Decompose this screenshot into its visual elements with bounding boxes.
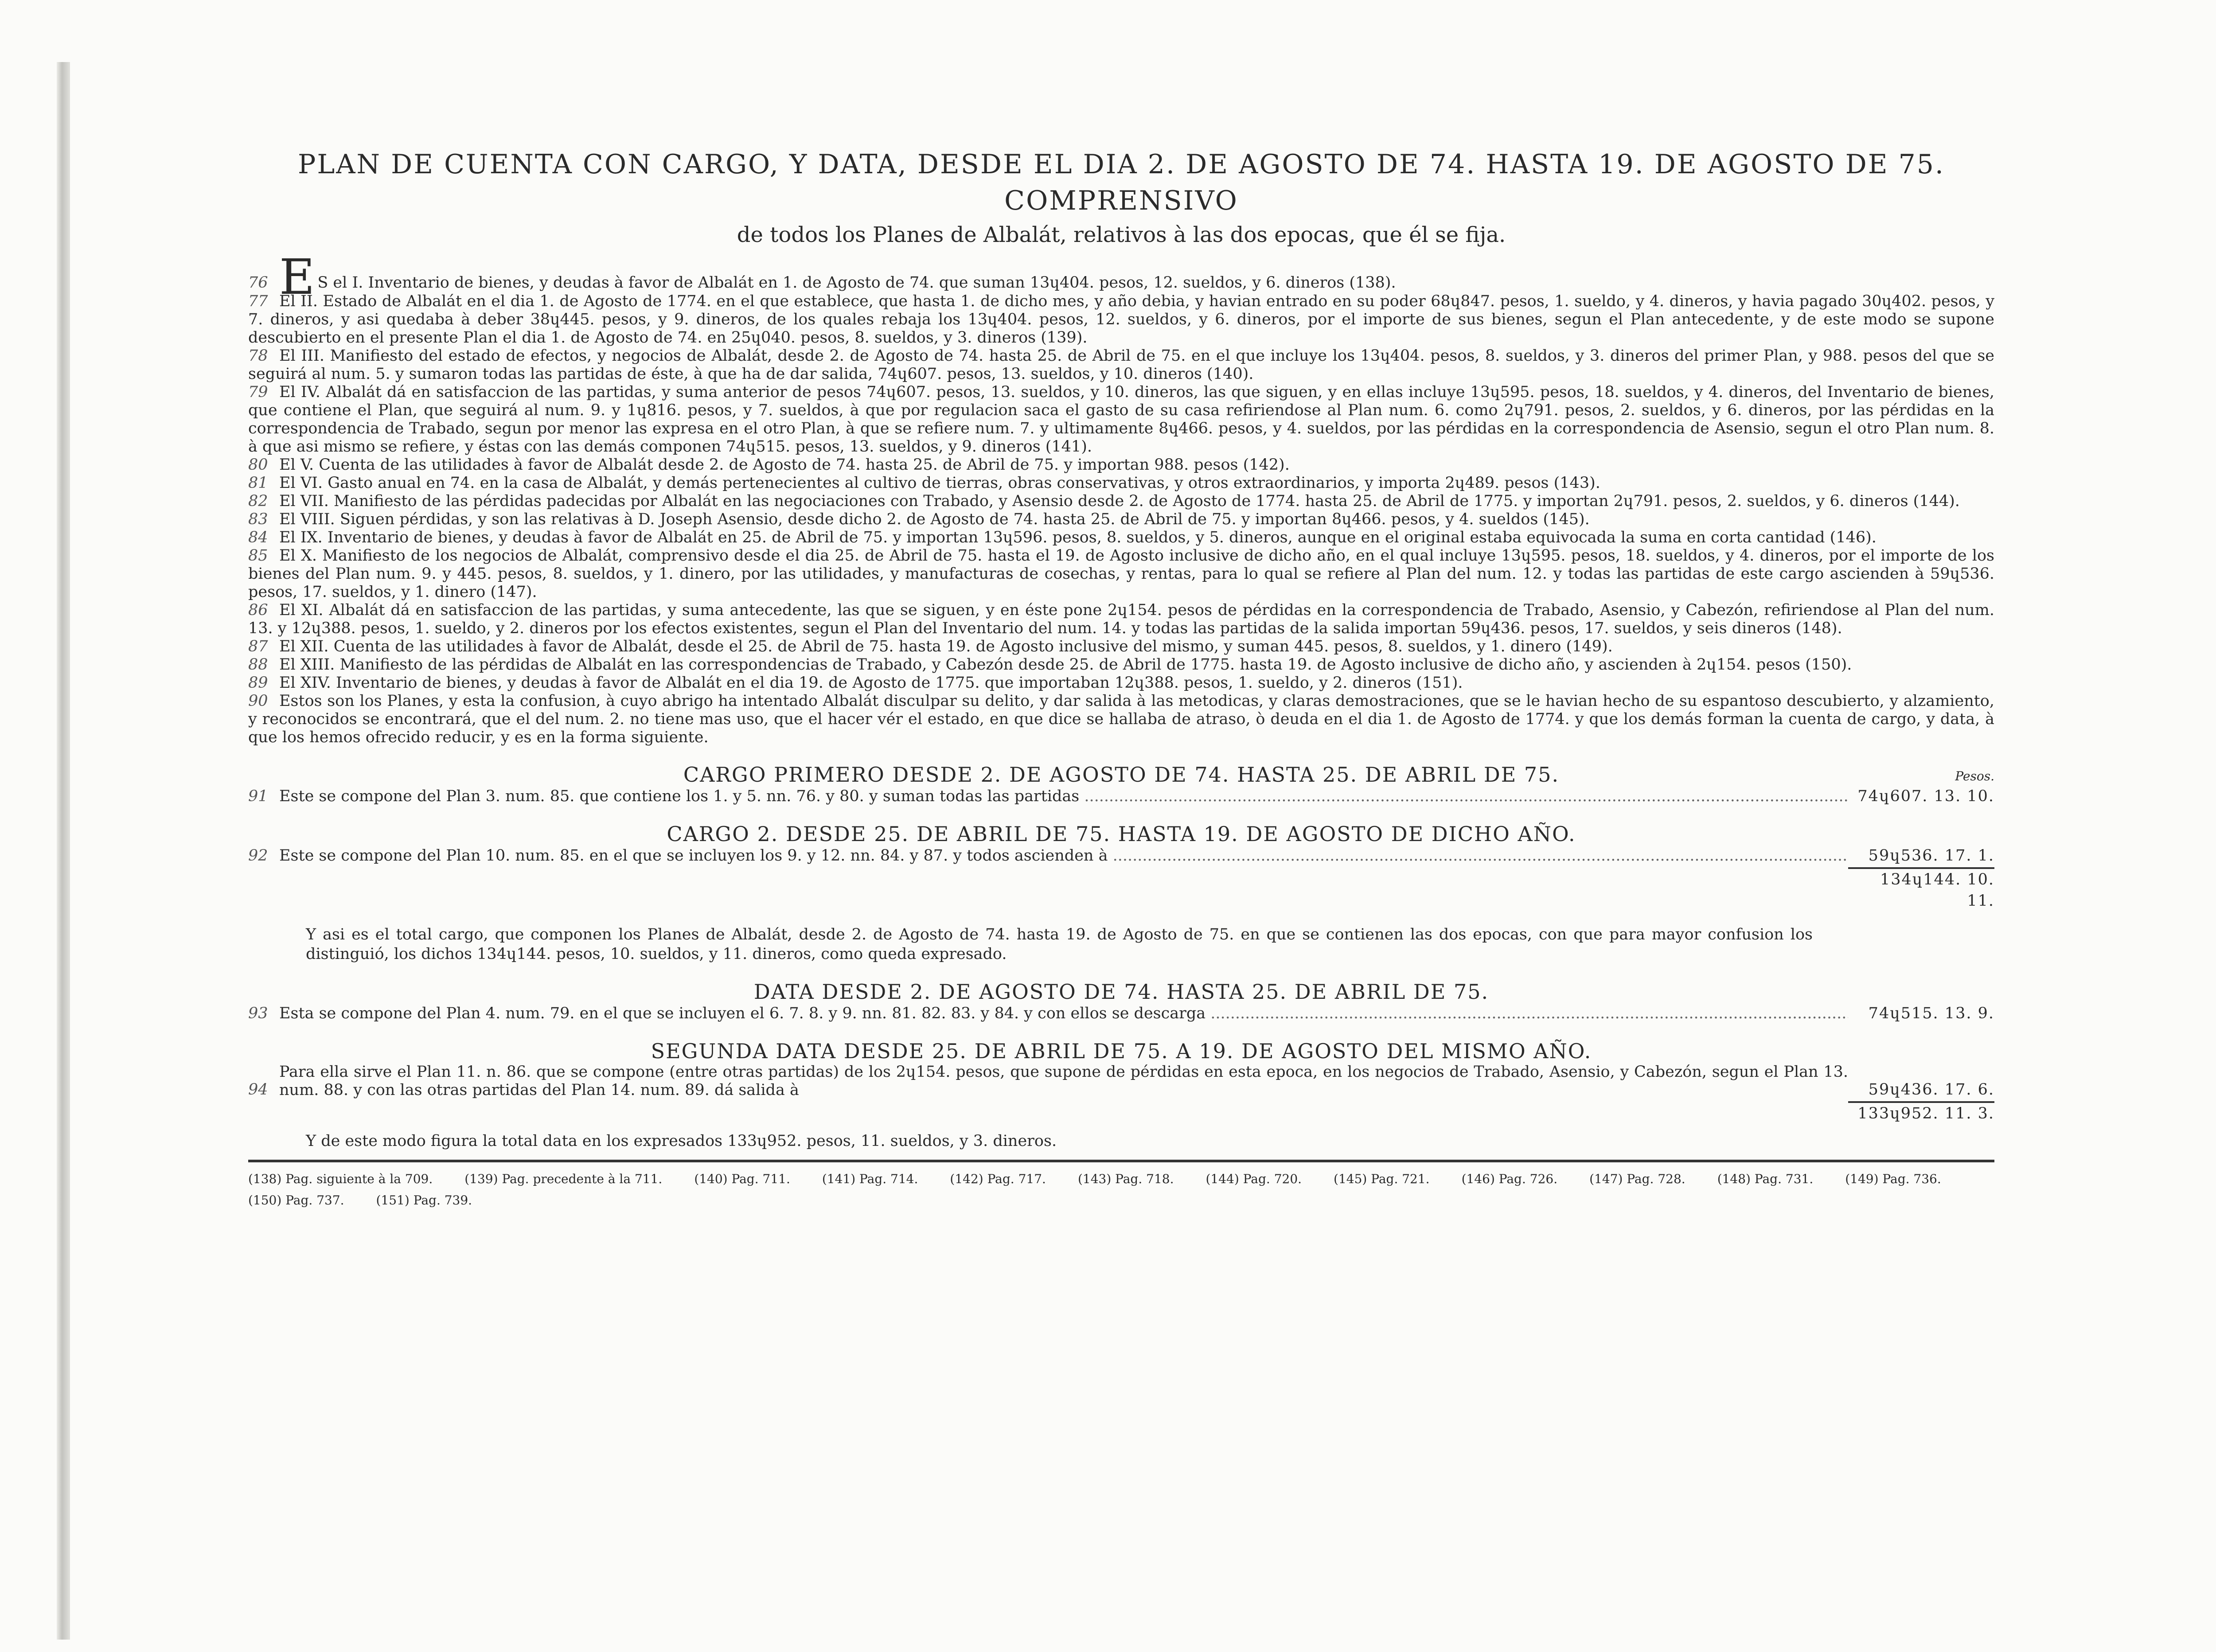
paragraph-text: El XI. Albalát dá en satisfaccion de las partidas, y suma antecedente, las que se siguen, y en éste pone 2ɥ154. pesos de pérdidas en la correspondencia de Trabado, Asensio, y Cabezón, refiriendose al Plan del num. 13. y 12ɥ388. pesos, 1. sueldo, y 2. dineros por los efectos existentes, segun el Plan del Inventario del num. 14. y todas las partidas de la salida importan 59ɥ436. pesos, 17. sueldos, y seis dineros (148).: [248, 601, 1994, 637]
data2-entry: [248, 1063, 1994, 1099]
entry-amount: 74ɥ607. 13. 10.: [1857, 787, 1994, 805]
footnote-ref: (139) Pag. precedente à la 711.: [464, 1172, 663, 1186]
plan-paragraph: [248, 292, 1994, 347]
data-note: Y de este modo figura la total data en los expresados 133ɥ952. pesos, 11. sueldos, y 3. dineros.: [306, 1132, 1057, 1150]
paragraph-text: El X. Manifiesto de los negocios de Albalát, comprensivo desde el dia 25. de Abril de 75. hasta el 19. de Agosto inclusive de dicho año, en el qual incluye 13ɥ595. pesos, 18. sueldos, y 4. dineros, por el importe de los bienes del Plan num. 9. y 445. pesos, 8. sueldos, y 1. dinero, por las utilidades, y manufacturas de cosechas, y rentas, para lo qual se refiere al Plan del num. 12. y todas las partidas de este cargo ascienden à 59ɥ536. pesos, 17. sueldos, y 1. dinero (147).: [248, 547, 1994, 601]
paragraph-text: El XIII. Manifiesto de las pérdidas de Albalát en las correspondencias de Trabado, y Cabezón desde 25. de Abril de 1775. hasta 19. de Agosto inclusive de dicho año, y ascienden à 2ɥ154. pesos (150).: [279, 656, 1852, 674]
pesos-column-label: Pesos.: [1955, 769, 1994, 783]
plan-paragraph: [248, 456, 1994, 474]
paragraph-number: 84: [248, 529, 268, 546]
plan-paragraph: [248, 656, 1994, 674]
paragraph-text: El IX. Inventario de bienes, y deudas à favor de Albalát en 25. de Abril de 75. y importan 13ɥ596. pesos, 8. sueldos, y 5. dineros, aunque en el original estaba equivocada la suma en corta cantidad (146).: [279, 529, 1877, 546]
paragraph-text: El XIV. Inventario de bienes, y deudas à favor de Albalát en el dia 19. de Agosto de 1775. que importaban 12ɥ388. pesos, 1. sueldo, y 2. dineros (151).: [279, 674, 1463, 692]
plan-paragraph: [248, 347, 1994, 383]
paragraph-text: El V. Cuenta de las utilidades à favor de Albalát desde 2. de Agosto de 74. hasta 25. de Abril de 75. y importan 988. pesos (142).: [279, 456, 1290, 474]
paragraph-number: 82: [248, 492, 268, 510]
page-subtitle: de todos los Planes de Albalát, relativos à las dos epocas, que él se fija.: [737, 222, 1506, 247]
data2-heading: SEGUNDA DATA DESDE 25. DE ABRIL DE 75. A 19. DE AGOSTO DEL MISMO AÑO.: [651, 1039, 1592, 1063]
footnote-ref: (144) Pag. 720.: [1206, 1172, 1302, 1186]
paragraph-text: El XII. Cuenta de las utilidades à favor de Albalát, desde el 25. de Abril de 75. hasta 19. de Agosto inclusive del mismo, y suman 445. pesos, 8. sueldos, y 1. dinero (149).: [279, 638, 1613, 655]
footnote-ref: (151) Pag. 739.: [376, 1193, 472, 1208]
entry-number: 94: [248, 1081, 268, 1099]
cargo2-entry: [248, 846, 1994, 865]
plan-paragraph: [248, 529, 1994, 547]
footnotes: [248, 1169, 1994, 1211]
plan-paragraph: [248, 547, 1994, 601]
paragraph-number: 79: [248, 383, 268, 401]
plan-paragraph: [248, 383, 1994, 456]
paragraph-text: El III. Manifiesto del estado de efectos, y negocios de Albalát, desde 2. de Agosto de 74. hasta 25. de Abril de 75. en el que incluye los 13ɥ404. pesos, 8. sueldos, y 3. dineros del primer Plan, y 988. pesos del que se seguirá al num. 5. y sumaron todas las partidas de éste, à que ha de dar salida, 74ɥ607. pesos, 13. sueldos, y 10. dineros (140).: [248, 347, 1994, 383]
paragraph-number: 81: [248, 474, 268, 492]
paragraph-number: 77: [248, 292, 268, 310]
page-title: PLAN DE CUENTA CON CARGO, Y DATA, DESDE EL DIA 2. DE AGOSTO DE 74. HASTA 19. DE AGOSTO DE 75. COMPRENSIVO: [298, 149, 1945, 216]
paragraph-number: 89: [248, 674, 268, 692]
entry-text: Esta se compone del Plan 4. num. 79. en el que se incluyen el 6. 7. 8. y 9. nn. 81. 82. 83. y 84. y con ellos se descarga .....: [279, 1004, 1848, 1023]
drop-capital: E: [279, 249, 315, 305]
paragraph-number: 86: [248, 601, 268, 619]
plan-paragraph: [248, 674, 1994, 692]
entry-amount: 74ɥ515. 13. 9.: [1868, 1005, 1994, 1022]
footnote-ref: (140) Pag. 711.: [694, 1172, 790, 1186]
entry-text: Este se compone del Plan 3. num. 85. que contiene los 1. y 5. nn. 76. y 80. y suman todas las partidas .....: [279, 787, 1848, 806]
cargo-note: Y asi es el total cargo, que componen los Planes de Albalát, desde 2. de Agosto de 74. hasta 19. de Agosto de 75. en que se contienen las dos epocas, con que para mayor confusion los distinguió, los dichos 134ɥ144. pesos, 10. sueldos, y 11. dineros, como queda expresado.: [306, 926, 1813, 963]
plan-paragraph: [248, 510, 1994, 529]
footnote-ref: (143) Pag. 718.: [1077, 1172, 1174, 1186]
footnote-ref: (142) Pag. 717.: [950, 1172, 1046, 1186]
entry-number: 93: [248, 1005, 268, 1022]
footnote-rule: [248, 1160, 1994, 1162]
plan-paragraph: [248, 492, 1994, 510]
cargo2-heading: CARGO 2. DESDE 25. DE ABRIL DE 75. HASTA 19. DE AGOSTO DE DICHO AÑO.: [667, 822, 1576, 846]
footnote-ref: (146) Pag. 726.: [1461, 1172, 1558, 1186]
entry-text: Para ella sirve el Plan 11. n. 86. que se compone (entre otras partidas) de los 2ɥ154. pesos, que supone de pérdidas en esta epoca, en los negocios de Trabado, Asensio, y Cabezón, segun el Plan 13. num. 88. y con las otras partidas del Plan 14. num. 89. dá salida à: [279, 1063, 1848, 1099]
footnote-ref: (149) Pag. 736.: [1845, 1172, 1941, 1186]
data1-heading: DATA DESDE 2. DE AGOSTO DE 74. HASTA 25. DE ABRIL DE 75.: [753, 980, 1489, 1004]
paragraph-number: 87: [248, 638, 268, 655]
paragraph-number: 83: [248, 510, 268, 528]
entry-text: Este se compone del Plan 10. num. 85. en el que se incluyen los 9. y 12. nn. 84. y 87. y todos ascienden à .....: [279, 846, 1848, 865]
footnote-ref: (150) Pag. 737.: [248, 1193, 344, 1208]
entry-number: 91: [248, 787, 268, 805]
footnote-ref: (145) Pag. 721.: [1334, 1172, 1430, 1186]
footnote-ref: (148) Pag. 731.: [1717, 1172, 1814, 1186]
paragraph-number: 85: [248, 547, 268, 565]
paragraph-number: 88: [248, 656, 268, 674]
paragraph-text: S el I. Inventario de bienes, y deudas à favor de Albalát en 1. de Agosto de 74. que suman 13ɥ404. pesos, 12. sueldos, y 6. dineros (138).: [317, 274, 1396, 292]
footnote-ref: (138) Pag. siguiente à la 709.: [248, 1172, 433, 1186]
paragraph-text: El VII. Manifiesto de las pérdidas padecidas por Albalát en las negociaciones con Trabado, y Asensio desde 2. de Agosto de 1774. hasta 25. de Abril de 1775. y importan 2ɥ791. pesos, 2. sueldos, y 6. dineros (144).: [279, 492, 1960, 510]
footnote-ref: (147) Pag. 728.: [1589, 1172, 1685, 1186]
entry-number: 92: [248, 847, 268, 865]
paragraph-text: El IV. Albalát dá en satisfaccion de las partidas, y suma anterior de pesos 74ɥ607. pesos, 13. sueldos, y 10. dineros, las que siguen, y en ellas incluye 13ɥ595. pesos, 18. sueldos, y 4. dineros, del Inventario de bienes, que contiene el Plan, que seguirá al num. 9. y 1ɥ816. pesos, y 7. sueldos, à que por regulacion saca el gasto de su casa refiriendose al Plan num. 6. como 2ɥ791. pesos, 2. sueldos, y 6. dineros, por las pérdidas en la correspondencia de Trabado, segun por menor las expresa en el otro Plan, à que se refiere num. 7. y ultimamente 8ɥ466. pesos, y 4. sueldos, por las pérdidas en la correspondencia de Asensio, segun el otro Plan num. 8. à que asi mismo se refiere, y éstas con las demás componen 74ɥ515. pesos, 13. sueldos, y 9. dineros (141).: [248, 383, 1994, 456]
paragraph-text: El II. Estado de Albalát en el dia 1. de Agosto de 1774. en el que establece, que hasta 1. de dicho mes, y año debia, y havian entrado en su poder 68ɥ847. pesos, 1. sueldo, y 4. dineros, y havia pagado 30ɥ402. pesos, y 7. dineros, y asi quedaba à deber 38ɥ445. pesos, y 9. dineros, de los quales rebaja los 13ɥ404. pesos, 12. sueldos, y 6. dineros, por el importe de sus bienes, segun el Plan antecedente, y de este modo se supone descubierto en el presente Plan el dia 1. de Agosto de 74. en 25ɥ040. pesos, 8. sueldos, y 3. dineros (139).: [248, 292, 1994, 347]
paragraph-text: Estos son los Planes, y esta la confusion, à cuyo abrigo ha intentado Albalát disculpar su delito, y dar salida à las metodicas, y claras demostraciones, que se le havian hecho de su espantoso descubierto, y alzamiento, y reconocidos se encontrará, que el del num. 2. no tiene mas uso, que el hacer vér el estado, en que dice se hallaba de atraso, ò deuda en el dia 1. de Agosto de 1774. y que los demás forman la cuenta de cargo, y data, à que los hemos ofrecido reducir, y es en la forma siguiente.: [248, 692, 1994, 746]
plan-paragraphs: [248, 249, 1994, 747]
paragraph-number: 80: [248, 456, 268, 474]
entry-amount: 59ɥ436. 17. 6.: [1868, 1081, 1994, 1099]
cargo-total: 134ɥ144. 10. 11.: [1848, 867, 1994, 912]
plan-paragraph: [248, 692, 1994, 747]
paragraph-number: 90: [248, 692, 268, 710]
paragraph-number: 78: [248, 347, 268, 365]
entry-amount: 59ɥ536. 17. 1.: [1868, 847, 1994, 865]
plan-paragraph: [248, 474, 1994, 492]
plan-paragraph: [248, 638, 1994, 656]
data1-entry: [248, 1004, 1994, 1023]
page-binding-edge: [57, 62, 70, 1640]
plan-paragraph: [248, 601, 1994, 638]
paragraph-text: El VIII. Siguen pérdidas, y son las relativas à D. Joseph Asensio, desde dicho 2. de Agosto de 74. hasta 25. de Abril de 75. y importan 8ɥ466. pesos, y 4. sueldos (145).: [279, 510, 1590, 528]
data-total: 133ɥ952. 11. 3.: [1848, 1101, 1994, 1124]
cargo1-heading: CARGO PRIMERO DESDE 2. DE AGOSTO DE 74. HASTA 25. DE ABRIL DE 75.: [683, 763, 1560, 787]
footnote-ref: (141) Pag. 714.: [822, 1172, 918, 1186]
document-sheet: [248, 146, 1994, 1211]
paragraph-number: 76: [248, 274, 268, 292]
paragraph-text: El VI. Gasto anual en 74. en la casa de Albalát, y demás pertenecientes al cultivo de tierras, obras conservativas, y otros extraordinarios, y importa 2ɥ489. pesos (143).: [279, 474, 1600, 492]
